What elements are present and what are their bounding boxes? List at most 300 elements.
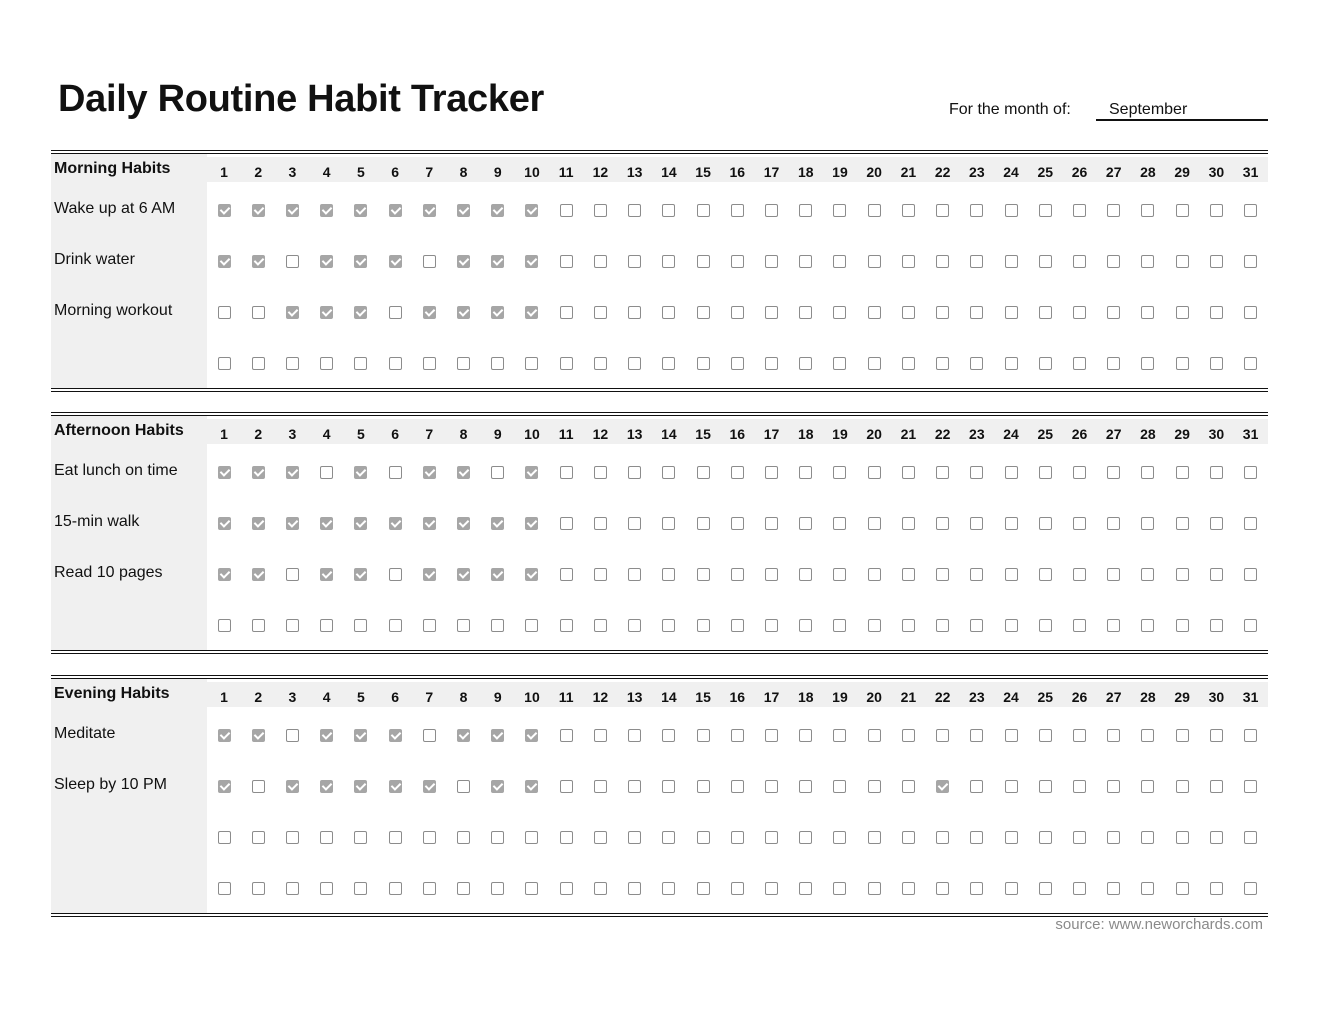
empty-checkbox[interactable] [662, 619, 675, 632]
empty-checkbox[interactable] [1141, 517, 1154, 530]
empty-checkbox[interactable] [868, 357, 881, 370]
empty-checkbox[interactable] [731, 780, 744, 793]
empty-checkbox[interactable] [525, 831, 538, 844]
checked-checkbox[interactable] [491, 306, 504, 319]
empty-checkbox[interactable] [1244, 882, 1257, 895]
empty-checkbox[interactable] [662, 882, 675, 895]
empty-checkbox[interactable] [1210, 568, 1223, 581]
empty-checkbox[interactable] [1005, 619, 1018, 632]
checked-checkbox[interactable] [252, 466, 265, 479]
empty-checkbox[interactable] [833, 517, 846, 530]
empty-checkbox[interactable] [765, 466, 778, 479]
checked-checkbox[interactable] [491, 204, 504, 217]
empty-checkbox[interactable] [799, 568, 812, 581]
empty-checkbox[interactable] [457, 780, 470, 793]
empty-checkbox[interactable] [731, 357, 744, 370]
checked-checkbox[interactable] [286, 306, 299, 319]
empty-checkbox[interactable] [662, 831, 675, 844]
empty-checkbox[interactable] [970, 780, 983, 793]
empty-checkbox[interactable] [560, 517, 573, 530]
empty-checkbox[interactable] [389, 357, 402, 370]
checked-checkbox[interactable] [457, 306, 470, 319]
empty-checkbox[interactable] [662, 255, 675, 268]
empty-checkbox[interactable] [1039, 729, 1052, 742]
empty-checkbox[interactable] [1244, 619, 1257, 632]
empty-checkbox[interactable] [1107, 780, 1120, 793]
empty-checkbox[interactable] [594, 619, 607, 632]
empty-checkbox[interactable] [765, 517, 778, 530]
empty-checkbox[interactable] [1210, 729, 1223, 742]
empty-checkbox[interactable] [868, 517, 881, 530]
checked-checkbox[interactable] [354, 306, 367, 319]
empty-checkbox[interactable] [902, 831, 915, 844]
empty-checkbox[interactable] [1073, 204, 1086, 217]
empty-checkbox[interactable] [799, 882, 812, 895]
empty-checkbox[interactable] [868, 466, 881, 479]
checked-checkbox[interactable] [457, 204, 470, 217]
empty-checkbox[interactable] [1039, 831, 1052, 844]
checked-checkbox[interactable] [354, 466, 367, 479]
empty-checkbox[interactable] [1244, 568, 1257, 581]
checked-checkbox[interactable] [354, 255, 367, 268]
empty-checkbox[interactable] [286, 619, 299, 632]
empty-checkbox[interactable] [970, 255, 983, 268]
empty-checkbox[interactable] [320, 357, 333, 370]
checked-checkbox[interactable] [252, 568, 265, 581]
empty-checkbox[interactable] [628, 204, 641, 217]
empty-checkbox[interactable] [1005, 517, 1018, 530]
empty-checkbox[interactable] [833, 882, 846, 895]
empty-checkbox[interactable] [970, 729, 983, 742]
checked-checkbox[interactable] [286, 517, 299, 530]
empty-checkbox[interactable] [389, 619, 402, 632]
empty-checkbox[interactable] [491, 619, 504, 632]
empty-checkbox[interactable] [1141, 357, 1154, 370]
empty-checkbox[interactable] [457, 882, 470, 895]
empty-checkbox[interactable] [286, 568, 299, 581]
empty-checkbox[interactable] [1210, 780, 1223, 793]
checked-checkbox[interactable] [389, 780, 402, 793]
empty-checkbox[interactable] [525, 882, 538, 895]
empty-checkbox[interactable] [594, 204, 607, 217]
empty-checkbox[interactable] [1005, 204, 1018, 217]
checked-checkbox[interactable] [525, 517, 538, 530]
empty-checkbox[interactable] [1244, 204, 1257, 217]
empty-checkbox[interactable] [1244, 517, 1257, 530]
empty-checkbox[interactable] [970, 204, 983, 217]
empty-checkbox[interactable] [354, 831, 367, 844]
empty-checkbox[interactable] [560, 619, 573, 632]
empty-checkbox[interactable] [1073, 306, 1086, 319]
empty-checkbox[interactable] [1210, 466, 1223, 479]
empty-checkbox[interactable] [423, 882, 436, 895]
empty-checkbox[interactable] [594, 780, 607, 793]
empty-checkbox[interactable] [1176, 466, 1189, 479]
empty-checkbox[interactable] [765, 780, 778, 793]
empty-checkbox[interactable] [868, 831, 881, 844]
checked-checkbox[interactable] [252, 204, 265, 217]
empty-checkbox[interactable] [491, 357, 504, 370]
checked-checkbox[interactable] [354, 568, 367, 581]
empty-checkbox[interactable] [833, 780, 846, 793]
empty-checkbox[interactable] [320, 831, 333, 844]
empty-checkbox[interactable] [354, 357, 367, 370]
empty-checkbox[interactable] [525, 357, 538, 370]
empty-checkbox[interactable] [389, 882, 402, 895]
checked-checkbox[interactable] [423, 466, 436, 479]
empty-checkbox[interactable] [765, 619, 778, 632]
empty-checkbox[interactable] [286, 831, 299, 844]
checked-checkbox[interactable] [389, 255, 402, 268]
empty-checkbox[interactable] [799, 204, 812, 217]
empty-checkbox[interactable] [1107, 357, 1120, 370]
empty-checkbox[interactable] [1244, 729, 1257, 742]
empty-checkbox[interactable] [628, 517, 641, 530]
empty-checkbox[interactable] [1176, 517, 1189, 530]
checked-checkbox[interactable] [491, 729, 504, 742]
empty-checkbox[interactable] [1141, 619, 1154, 632]
empty-checkbox[interactable] [1210, 517, 1223, 530]
checked-checkbox[interactable] [218, 568, 231, 581]
empty-checkbox[interactable] [1176, 780, 1189, 793]
empty-checkbox[interactable] [799, 619, 812, 632]
empty-checkbox[interactable] [970, 466, 983, 479]
checked-checkbox[interactable] [491, 255, 504, 268]
empty-checkbox[interactable] [697, 831, 710, 844]
checked-checkbox[interactable] [354, 729, 367, 742]
empty-checkbox[interactable] [1073, 517, 1086, 530]
checked-checkbox[interactable] [389, 517, 402, 530]
empty-checkbox[interactable] [1073, 255, 1086, 268]
checked-checkbox[interactable] [491, 517, 504, 530]
empty-checkbox[interactable] [868, 306, 881, 319]
empty-checkbox[interactable] [697, 517, 710, 530]
checked-checkbox[interactable] [423, 204, 436, 217]
empty-checkbox[interactable] [320, 466, 333, 479]
empty-checkbox[interactable] [1210, 882, 1223, 895]
empty-checkbox[interactable] [833, 357, 846, 370]
empty-checkbox[interactable] [936, 517, 949, 530]
empty-checkbox[interactable] [765, 729, 778, 742]
empty-checkbox[interactable] [1210, 357, 1223, 370]
empty-checkbox[interactable] [697, 255, 710, 268]
empty-checkbox[interactable] [252, 882, 265, 895]
empty-checkbox[interactable] [697, 729, 710, 742]
empty-checkbox[interactable] [491, 831, 504, 844]
empty-checkbox[interactable] [662, 729, 675, 742]
empty-checkbox[interactable] [902, 780, 915, 793]
empty-checkbox[interactable] [662, 357, 675, 370]
empty-checkbox[interactable] [354, 882, 367, 895]
empty-checkbox[interactable] [1141, 255, 1154, 268]
empty-checkbox[interactable] [662, 466, 675, 479]
checked-checkbox[interactable] [286, 466, 299, 479]
checked-checkbox[interactable] [525, 204, 538, 217]
empty-checkbox[interactable] [1005, 357, 1018, 370]
empty-checkbox[interactable] [628, 780, 641, 793]
empty-checkbox[interactable] [697, 357, 710, 370]
empty-checkbox[interactable] [320, 882, 333, 895]
empty-checkbox[interactable] [697, 306, 710, 319]
empty-checkbox[interactable] [868, 882, 881, 895]
checked-checkbox[interactable] [423, 568, 436, 581]
empty-checkbox[interactable] [423, 357, 436, 370]
empty-checkbox[interactable] [628, 306, 641, 319]
empty-checkbox[interactable] [799, 831, 812, 844]
empty-checkbox[interactable] [970, 568, 983, 581]
empty-checkbox[interactable] [697, 568, 710, 581]
empty-checkbox[interactable] [902, 466, 915, 479]
empty-checkbox[interactable] [389, 568, 402, 581]
empty-checkbox[interactable] [560, 255, 573, 268]
checked-checkbox[interactable] [218, 517, 231, 530]
empty-checkbox[interactable] [1107, 619, 1120, 632]
empty-checkbox[interactable] [423, 619, 436, 632]
empty-checkbox[interactable] [628, 255, 641, 268]
empty-checkbox[interactable] [799, 729, 812, 742]
empty-checkbox[interactable] [902, 204, 915, 217]
empty-checkbox[interactable] [1210, 255, 1223, 268]
empty-checkbox[interactable] [1073, 882, 1086, 895]
empty-checkbox[interactable] [1005, 568, 1018, 581]
empty-checkbox[interactable] [1176, 306, 1189, 319]
empty-checkbox[interactable] [799, 255, 812, 268]
checked-checkbox[interactable] [320, 255, 333, 268]
empty-checkbox[interactable] [731, 882, 744, 895]
empty-checkbox[interactable] [1005, 831, 1018, 844]
empty-checkbox[interactable] [765, 831, 778, 844]
empty-checkbox[interactable] [286, 255, 299, 268]
empty-checkbox[interactable] [1210, 831, 1223, 844]
checked-checkbox[interactable] [525, 255, 538, 268]
empty-checkbox[interactable] [628, 466, 641, 479]
empty-checkbox[interactable] [833, 255, 846, 268]
empty-checkbox[interactable] [1176, 357, 1189, 370]
empty-checkbox[interactable] [902, 882, 915, 895]
empty-checkbox[interactable] [218, 306, 231, 319]
empty-checkbox[interactable] [628, 729, 641, 742]
empty-checkbox[interactable] [662, 517, 675, 530]
checked-checkbox[interactable] [491, 568, 504, 581]
empty-checkbox[interactable] [1073, 729, 1086, 742]
checked-checkbox[interactable] [354, 204, 367, 217]
checked-checkbox[interactable] [320, 204, 333, 217]
empty-checkbox[interactable] [525, 619, 538, 632]
checked-checkbox[interactable] [457, 466, 470, 479]
empty-checkbox[interactable] [662, 204, 675, 217]
empty-checkbox[interactable] [594, 831, 607, 844]
empty-checkbox[interactable] [765, 882, 778, 895]
empty-checkbox[interactable] [286, 882, 299, 895]
empty-checkbox[interactable] [1039, 517, 1052, 530]
empty-checkbox[interactable] [833, 619, 846, 632]
checked-checkbox[interactable] [218, 729, 231, 742]
empty-checkbox[interactable] [1244, 831, 1257, 844]
checked-checkbox[interactable] [218, 466, 231, 479]
empty-checkbox[interactable] [662, 568, 675, 581]
checked-checkbox[interactable] [320, 568, 333, 581]
empty-checkbox[interactable] [1176, 255, 1189, 268]
empty-checkbox[interactable] [1039, 204, 1052, 217]
empty-checkbox[interactable] [1005, 780, 1018, 793]
empty-checkbox[interactable] [1039, 466, 1052, 479]
empty-checkbox[interactable] [1005, 255, 1018, 268]
empty-checkbox[interactable] [936, 729, 949, 742]
checked-checkbox[interactable] [423, 306, 436, 319]
empty-checkbox[interactable] [628, 831, 641, 844]
empty-checkbox[interactable] [902, 619, 915, 632]
empty-checkbox[interactable] [1107, 466, 1120, 479]
empty-checkbox[interactable] [833, 306, 846, 319]
empty-checkbox[interactable] [218, 357, 231, 370]
empty-checkbox[interactable] [457, 831, 470, 844]
empty-checkbox[interactable] [868, 780, 881, 793]
empty-checkbox[interactable] [354, 619, 367, 632]
empty-checkbox[interactable] [1176, 831, 1189, 844]
empty-checkbox[interactable] [765, 306, 778, 319]
empty-checkbox[interactable] [594, 357, 607, 370]
empty-checkbox[interactable] [936, 306, 949, 319]
checked-checkbox[interactable] [936, 780, 949, 793]
empty-checkbox[interactable] [902, 729, 915, 742]
empty-checkbox[interactable] [868, 619, 881, 632]
empty-checkbox[interactable] [1176, 619, 1189, 632]
empty-checkbox[interactable] [868, 255, 881, 268]
empty-checkbox[interactable] [799, 780, 812, 793]
empty-checkbox[interactable] [970, 517, 983, 530]
empty-checkbox[interactable] [731, 831, 744, 844]
empty-checkbox[interactable] [594, 255, 607, 268]
empty-checkbox[interactable] [731, 466, 744, 479]
empty-checkbox[interactable] [697, 204, 710, 217]
empty-checkbox[interactable] [252, 831, 265, 844]
empty-checkbox[interactable] [389, 466, 402, 479]
empty-checkbox[interactable] [697, 619, 710, 632]
empty-checkbox[interactable] [902, 357, 915, 370]
empty-checkbox[interactable] [936, 255, 949, 268]
empty-checkbox[interactable] [1244, 357, 1257, 370]
empty-checkbox[interactable] [1039, 780, 1052, 793]
empty-checkbox[interactable] [423, 831, 436, 844]
checked-checkbox[interactable] [218, 204, 231, 217]
checked-checkbox[interactable] [457, 729, 470, 742]
checked-checkbox[interactable] [389, 729, 402, 742]
empty-checkbox[interactable] [731, 255, 744, 268]
empty-checkbox[interactable] [628, 568, 641, 581]
empty-checkbox[interactable] [799, 357, 812, 370]
empty-checkbox[interactable] [1176, 729, 1189, 742]
checked-checkbox[interactable] [286, 780, 299, 793]
checked-checkbox[interactable] [252, 255, 265, 268]
empty-checkbox[interactable] [697, 780, 710, 793]
empty-checkbox[interactable] [1141, 882, 1154, 895]
empty-checkbox[interactable] [868, 204, 881, 217]
empty-checkbox[interactable] [799, 517, 812, 530]
empty-checkbox[interactable] [662, 306, 675, 319]
empty-checkbox[interactable] [252, 780, 265, 793]
empty-checkbox[interactable] [560, 780, 573, 793]
empty-checkbox[interactable] [218, 831, 231, 844]
empty-checkbox[interactable] [833, 831, 846, 844]
empty-checkbox[interactable] [662, 780, 675, 793]
empty-checkbox[interactable] [902, 517, 915, 530]
empty-checkbox[interactable] [1073, 466, 1086, 479]
empty-checkbox[interactable] [1039, 568, 1052, 581]
empty-checkbox[interactable] [765, 357, 778, 370]
empty-checkbox[interactable] [868, 568, 881, 581]
checked-checkbox[interactable] [320, 729, 333, 742]
checked-checkbox[interactable] [457, 255, 470, 268]
empty-checkbox[interactable] [731, 729, 744, 742]
empty-checkbox[interactable] [799, 466, 812, 479]
checked-checkbox[interactable] [525, 729, 538, 742]
checked-checkbox[interactable] [525, 780, 538, 793]
empty-checkbox[interactable] [423, 729, 436, 742]
empty-checkbox[interactable] [936, 357, 949, 370]
empty-checkbox[interactable] [389, 831, 402, 844]
empty-checkbox[interactable] [1039, 357, 1052, 370]
empty-checkbox[interactable] [1141, 780, 1154, 793]
checked-checkbox[interactable] [252, 517, 265, 530]
empty-checkbox[interactable] [799, 306, 812, 319]
empty-checkbox[interactable] [560, 831, 573, 844]
empty-checkbox[interactable] [970, 619, 983, 632]
empty-checkbox[interactable] [560, 882, 573, 895]
empty-checkbox[interactable] [970, 357, 983, 370]
empty-checkbox[interactable] [1107, 306, 1120, 319]
empty-checkbox[interactable] [1107, 729, 1120, 742]
empty-checkbox[interactable] [491, 466, 504, 479]
empty-checkbox[interactable] [970, 882, 983, 895]
empty-checkbox[interactable] [628, 882, 641, 895]
empty-checkbox[interactable] [1005, 729, 1018, 742]
empty-checkbox[interactable] [1039, 306, 1052, 319]
empty-checkbox[interactable] [560, 568, 573, 581]
empty-checkbox[interactable] [1107, 882, 1120, 895]
checked-checkbox[interactable] [525, 306, 538, 319]
empty-checkbox[interactable] [1141, 831, 1154, 844]
empty-checkbox[interactable] [560, 204, 573, 217]
empty-checkbox[interactable] [833, 204, 846, 217]
empty-checkbox[interactable] [902, 306, 915, 319]
empty-checkbox[interactable] [1176, 882, 1189, 895]
empty-checkbox[interactable] [560, 729, 573, 742]
empty-checkbox[interactable] [833, 729, 846, 742]
checked-checkbox[interactable] [320, 780, 333, 793]
empty-checkbox[interactable] [731, 306, 744, 319]
empty-checkbox[interactable] [970, 831, 983, 844]
empty-checkbox[interactable] [594, 466, 607, 479]
empty-checkbox[interactable] [936, 619, 949, 632]
empty-checkbox[interactable] [731, 568, 744, 581]
empty-checkbox[interactable] [731, 619, 744, 632]
checked-checkbox[interactable] [423, 780, 436, 793]
empty-checkbox[interactable] [1244, 466, 1257, 479]
checked-checkbox[interactable] [354, 517, 367, 530]
checked-checkbox[interactable] [457, 568, 470, 581]
checked-checkbox[interactable] [525, 466, 538, 479]
empty-checkbox[interactable] [1141, 204, 1154, 217]
empty-checkbox[interactable] [1107, 517, 1120, 530]
empty-checkbox[interactable] [1176, 204, 1189, 217]
empty-checkbox[interactable] [628, 357, 641, 370]
empty-checkbox[interactable] [902, 568, 915, 581]
empty-checkbox[interactable] [560, 466, 573, 479]
empty-checkbox[interactable] [697, 882, 710, 895]
empty-checkbox[interactable] [218, 882, 231, 895]
empty-checkbox[interactable] [594, 729, 607, 742]
checked-checkbox[interactable] [218, 780, 231, 793]
